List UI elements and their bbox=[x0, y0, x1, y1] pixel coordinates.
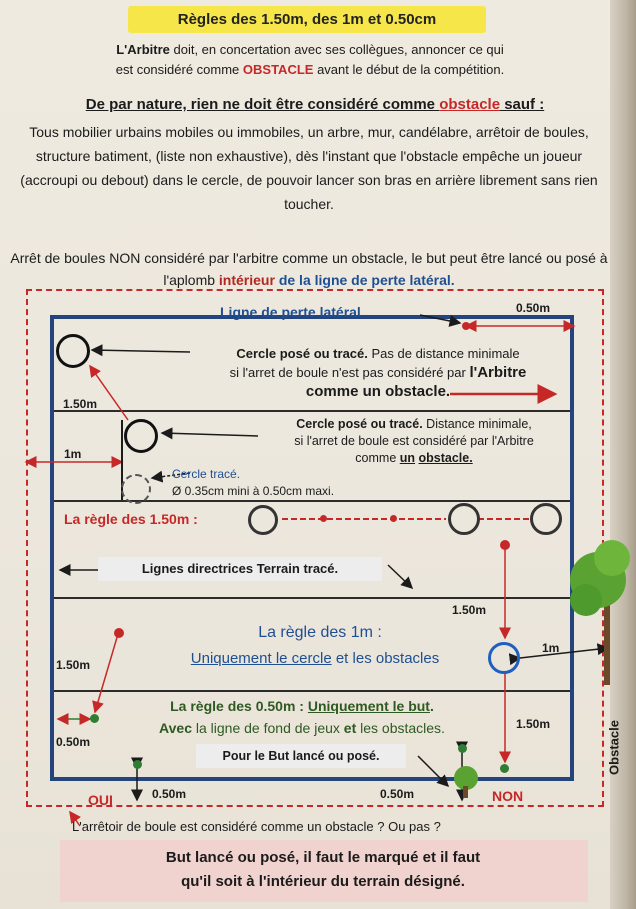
left-050-label: 0.50m bbox=[56, 735, 91, 749]
regle-150-circle-2 bbox=[448, 503, 480, 535]
regle-150-circle-1 bbox=[248, 505, 278, 535]
circle-pose-2 bbox=[124, 419, 158, 453]
circle-pose-1 bbox=[56, 334, 90, 368]
regle-150-circle-3 bbox=[530, 503, 562, 535]
tree-canopy-3 bbox=[570, 584, 602, 616]
heading-start: De par nature, rien ne doit être considéré comme bbox=[85, 96, 440, 113]
regle-150-dot-1 bbox=[320, 515, 327, 522]
note-start: Arrêt de boules NON considéré par l'arbitre comme un obstacle, le but peut être lancé ou posé à l'aplomb bbox=[10, 250, 608, 288]
regle-1m-circle bbox=[488, 642, 520, 674]
heading-obstacle: obstacle bbox=[439, 96, 501, 113]
intro-line2-end: avant le début de la compétition. bbox=[313, 62, 505, 77]
avec-start: Avec bbox=[159, 720, 196, 736]
non-green-dot bbox=[458, 744, 467, 753]
circle2-bold: Cercle posé ou tracé. bbox=[296, 417, 423, 431]
regle-150-dot-2 bbox=[390, 515, 397, 522]
left-150-lower-label: 1.50m bbox=[56, 658, 91, 672]
tree-canopy-2 bbox=[594, 540, 630, 576]
left-1m-label: 1m bbox=[64, 447, 82, 461]
intro-obstacle: OBSTACLE bbox=[242, 62, 314, 77]
circle1-rest: Pas de distance minimale bbox=[367, 346, 520, 361]
circle2-arrow bbox=[162, 433, 258, 436]
lignes-directrices-box: Lignes directrices Terrain tracé. bbox=[98, 557, 382, 581]
regle-050-end: . bbox=[429, 698, 434, 714]
avec-end: les obstacles. bbox=[356, 720, 445, 736]
avec-text bbox=[112, 720, 492, 737]
tree-trunk bbox=[604, 600, 610, 685]
regle-150-label: La règle des 1.50m : bbox=[64, 511, 198, 527]
note-ligne: de la ligne de perte latéral. bbox=[274, 272, 455, 288]
circle1-arbitre: l'Arbitre bbox=[469, 364, 527, 381]
pour-le-but-arrow bbox=[418, 756, 448, 786]
intro-line1: doit, en concertation avec ses collègues, annoncer ce qui bbox=[169, 42, 504, 57]
regle-050-start: La règle des 0.50m : bbox=[170, 698, 308, 714]
top-050-dot bbox=[462, 322, 470, 330]
note-interieur: intérieur bbox=[218, 272, 275, 288]
circle2-obstacle: obstacle. bbox=[418, 451, 473, 465]
diametre-label: Ø 0.35cm mini à 0.50cm maxi. bbox=[172, 484, 335, 498]
circle2-un: un bbox=[399, 451, 416, 465]
heading-end: sauf : bbox=[500, 96, 545, 113]
non-label: NON bbox=[492, 788, 524, 804]
right-150-dot bbox=[500, 540, 510, 550]
avec-et: et bbox=[343, 720, 357, 736]
circle1-line2: si l'arret de boule n'est pas considéré par bbox=[229, 365, 470, 380]
intro-line2-start: est considéré comme bbox=[115, 62, 243, 77]
regle-050-title bbox=[112, 698, 492, 715]
regle-1m-sub-ul: Uniquement le cercle bbox=[190, 650, 332, 667]
ligne-perte-label: Ligne de perte latéral. bbox=[220, 304, 365, 320]
regle-1m-sub-end: et les obstacles bbox=[331, 650, 440, 667]
obstacle-definition: Tous mobilier urbains mobiles ou immobiles, un arbre, mur, candélabre, arrêtoir de boules, structure batiment, (liste non exhaustive), dès l'instant que l'obstacle empêche un joueur (accroupi ou debout) dans le cercle, de pouvoir lancer son bras en arrière librement sans rien toucher. bbox=[20, 124, 598, 212]
left-150-label: 1.50m bbox=[63, 397, 98, 411]
bottom-050-right-label: 0.50m bbox=[380, 787, 415, 801]
oui-label: OUI bbox=[88, 792, 113, 808]
top-050-label: 0.50m bbox=[516, 301, 551, 315]
regle-1m-title: La règle des 1m : bbox=[258, 624, 382, 641]
cercle-trace-circle bbox=[121, 474, 151, 504]
cercle-trace-label: Cercle tracé. bbox=[172, 467, 241, 481]
footer-line2: qu'il soit à l'intérieur du terrain désigné. bbox=[181, 873, 465, 890]
left-150-lower-dot bbox=[114, 628, 124, 638]
directrices-right-arrow bbox=[388, 565, 412, 588]
small-bush-trunk bbox=[463, 786, 468, 798]
circle1-text bbox=[188, 344, 568, 401]
oui-green-dot bbox=[133, 760, 142, 769]
obstacle-side-text: Obstacle bbox=[606, 720, 622, 775]
avec-mid: la ligne de fond de jeux bbox=[195, 720, 344, 736]
right-150-green-dot bbox=[500, 764, 509, 773]
right-1m-arrow bbox=[520, 648, 608, 658]
footer-text bbox=[118, 846, 528, 894]
regle-050-ul: Uniquement le but bbox=[307, 698, 430, 714]
footer-line1: But lancé ou posé, il faut le marqué et il faut bbox=[165, 849, 481, 866]
circle1-line3: comme un obstacle. bbox=[305, 383, 451, 400]
left-050-green-dot bbox=[90, 714, 99, 723]
circle2-line2: si l'arret de boule est considéré par l'Arbitre bbox=[294, 434, 534, 448]
right-1m-label: 1m bbox=[542, 641, 560, 655]
regle-1m-sub bbox=[150, 650, 480, 667]
question-text: L'arrêtoir de boule est considéré comme un obstacle ? Ou pas ? bbox=[72, 819, 441, 834]
circle1-arrow bbox=[92, 350, 190, 352]
circle2-line3-start: comme bbox=[355, 451, 400, 465]
bottom-050-left-label: 0.50m bbox=[152, 787, 187, 801]
circle1-bold: Cercle posé ou tracé. bbox=[236, 346, 368, 361]
ligne-perte-arrow bbox=[420, 315, 460, 323]
right-150-upper-label: 1.50m bbox=[452, 603, 487, 617]
circle2-rest: Distance minimale, bbox=[422, 417, 532, 431]
obstacle-side-label bbox=[600, 690, 624, 810]
pour-le-but-box: Pour le But lancé ou posé. bbox=[196, 744, 406, 768]
intro-arbitre: L'Arbitre bbox=[116, 42, 170, 57]
right-150-lower-label: 1.50m bbox=[516, 717, 551, 731]
page-title: Règles des 1.50m, des 1m et 0.50cm bbox=[128, 6, 486, 33]
circle2-text bbox=[256, 416, 572, 467]
